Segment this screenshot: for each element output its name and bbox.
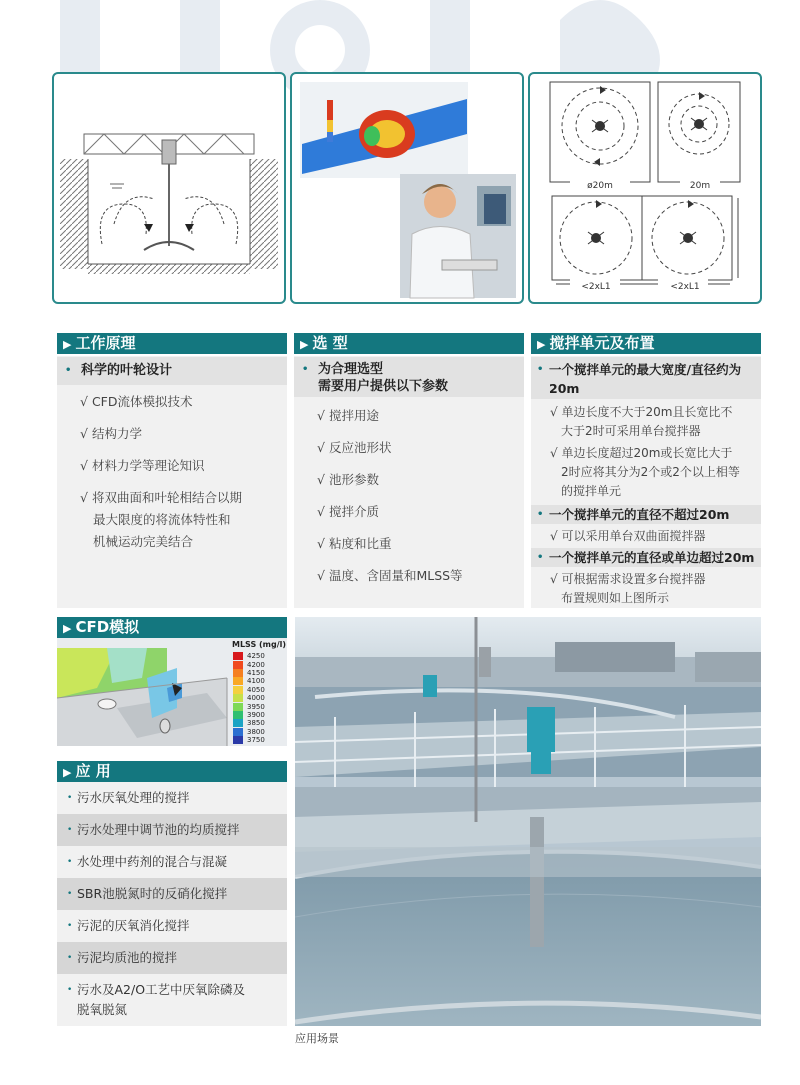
tank-flow-diagram: [54, 74, 284, 302]
legend-swatch: [233, 686, 243, 694]
units-item: √ 可根据需求设置多台搅拌器: [550, 572, 706, 586]
bullet-dot-icon: •: [67, 921, 73, 931]
play-arrow-icon: ▶: [63, 622, 72, 635]
bullet-dot-icon: •: [67, 953, 73, 963]
play-arrow-icon: ▶: [63, 338, 72, 351]
cfd-header: ▶ CFD模拟: [57, 617, 287, 638]
principle-item: √ 结构力学: [80, 426, 142, 441]
units-item: √ 单边长度不大于20m且长宽比不: [550, 405, 733, 419]
application-item: • 污水及A2/O工艺中厌氧除磷及 脱氧脱氮: [57, 974, 287, 1026]
units-item: 的搅拌单元: [561, 484, 622, 498]
selection-item: √ 搅拌用途: [317, 408, 379, 423]
mlss-legend: [233, 652, 265, 744]
legend-value: 3850: [247, 719, 265, 728]
legend-value: 3750: [247, 736, 265, 745]
legend-value: 4050: [247, 685, 265, 694]
selection-item: √ 温度、含固量和MLSS等: [317, 568, 463, 583]
principle-item: √ 材料力学等理论知识: [80, 458, 205, 473]
application-photo: [295, 617, 761, 1026]
application-item: • 污泥均质池的搅拌: [57, 942, 287, 974]
right-length-label: <2xL1: [670, 282, 700, 292]
selection-item: √ 池形参数: [317, 472, 379, 487]
bullet-dot-icon: •: [302, 364, 309, 375]
application-item: • 水处理中药剂的混合与混凝: [57, 846, 287, 878]
principle-item: 最大限度的将流体特性和: [93, 512, 231, 527]
bullet-dot-icon: •: [65, 365, 72, 376]
legend-swatch: [233, 703, 243, 711]
bullet-dot-icon: •: [537, 364, 544, 375]
bullet-dot-icon: •: [67, 825, 73, 835]
legend-value: 3800: [247, 727, 265, 736]
principle-item: 机械运动完美结合: [93, 534, 194, 549]
play-arrow-icon: ▶: [537, 338, 546, 351]
units-subheading-width: • 一个搅拌单元的最大宽度/直径约为 20m: [531, 357, 761, 399]
legend-swatch: [233, 728, 243, 736]
units-item: √ 可以采用单台双曲面搅拌器: [550, 529, 706, 543]
cfd-engineer-panel: [290, 72, 524, 304]
units-subheading-diameter: • 一个搅拌单元的直径不超过20m: [531, 505, 761, 524]
principle-header: ▶ 工作原理: [57, 333, 287, 354]
legend-value: 4150: [247, 668, 265, 677]
bullet-dot-icon: •: [67, 985, 73, 995]
square-side-label: 20m: [689, 181, 711, 191]
application-item: • SBR池脱氮时的反硝化搅拌: [57, 878, 287, 910]
legend-value: 3950: [247, 702, 265, 711]
play-arrow-icon: ▶: [300, 338, 309, 351]
legend-swatch: [233, 652, 243, 660]
units-item: √ 单边长度超过20m或长宽比大于: [550, 446, 733, 460]
legend-value: 4200: [247, 660, 265, 669]
legend-value: 3900: [247, 710, 265, 719]
legend-swatch: [233, 669, 243, 677]
play-arrow-icon: ▶: [63, 766, 72, 779]
legend-swatch: [233, 711, 243, 719]
layout-drawing-panel: [528, 72, 762, 304]
legend-swatch: [233, 694, 243, 702]
selection-header: ▶ 选 型: [294, 333, 524, 354]
selection-item: √ 粘度和比重: [317, 536, 392, 551]
selection-subheading: • 为合理选型 需要用户提供以下参数: [294, 357, 524, 397]
legend-value: 4100: [247, 677, 265, 686]
application-item: • 污泥的厌氧消化搅拌: [57, 910, 287, 942]
cfd-simulation-image: [57, 638, 287, 746]
principle-subheading: • 科学的叶轮设计: [57, 357, 287, 385]
legend-value: 4250: [247, 652, 265, 661]
cfd-pipe-image: [292, 74, 522, 302]
units-subheading-over: • 一个搅拌单元的直径或单边超过20m: [531, 548, 761, 567]
tank-diagram-panel: [52, 72, 286, 304]
mlss-legend-title: MLSS (mg/l): [232, 640, 287, 649]
principle-item: √ CFD流体模拟技术: [80, 394, 193, 409]
circle-diameter-label: ø20m: [587, 181, 613, 191]
bullet-dot-icon: •: [537, 509, 544, 520]
bullet-dot-icon: •: [67, 793, 73, 803]
left-length-label: <2xL1: [581, 282, 611, 292]
legend-value: 4000: [247, 694, 265, 703]
bullet-dot-icon: •: [67, 889, 73, 899]
mixer-layout-drawing: [530, 74, 760, 302]
legend-swatch: [233, 661, 243, 669]
units-item: 布置规则如上图所示: [561, 591, 670, 605]
units-item: 大于2时可采用单台搅拌器: [561, 424, 701, 438]
legend-swatch: [233, 677, 243, 685]
principle-item: √ 将双曲面和叶轮相结合以期: [80, 490, 242, 505]
units-header: ▶ 搅拌单元及布置: [531, 333, 761, 354]
selection-item: √ 搅拌介质: [317, 504, 379, 519]
bullet-dot-icon: •: [537, 552, 544, 563]
photo-caption: 应用场景: [295, 1032, 339, 1045]
legend-swatch: [233, 719, 243, 727]
selection-item: √ 反应池形状: [317, 440, 392, 455]
application-item: • 污水处理中调节池的均质搅拌: [57, 814, 287, 846]
applications-header: ▶ 应 用: [57, 761, 287, 782]
application-item: • 污水厌氧处理的搅拌: [57, 782, 287, 814]
legend-swatch: [233, 736, 243, 744]
bullet-dot-icon: •: [67, 857, 73, 867]
units-item: 2时应将其分为2个或2个以上相等: [561, 465, 740, 479]
